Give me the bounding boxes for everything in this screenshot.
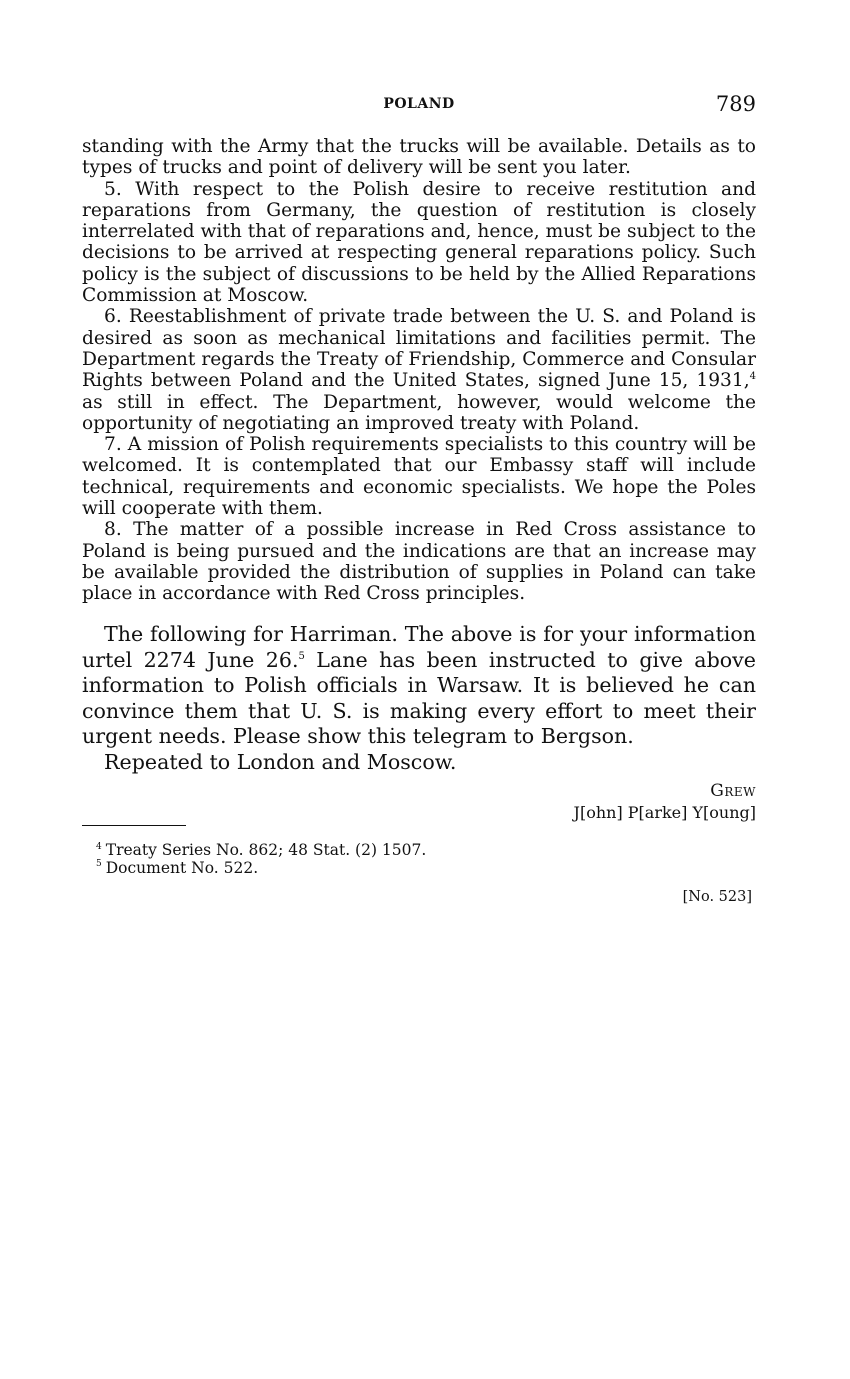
running-title: POLAND <box>383 96 455 112</box>
footnote-text: Treaty Series No. 862; 48 Stat. (2) 1507. <box>105 841 427 859</box>
document-number: [No. 523] <box>682 889 752 905</box>
footnotes <box>96 842 426 877</box>
harriman-text-b: Lane has been instructed to give above information to Polish officials in Warsaw. It is believed he can convince them that U. S. is making every effort to meet their urgent needs. Please show this telegram to Bergson. <box>82 647 756 749</box>
telegram-body <box>82 136 756 605</box>
item-6-text-b: as still in effect. The Department, however, would welcome the opportunity of negotiating an improved treaty with Poland. <box>82 391 756 434</box>
footnote-divider <box>82 825 186 826</box>
signature-initials: J[ohn] P[arke] Y[oung] <box>573 803 756 822</box>
item-6-paragraph <box>82 306 756 434</box>
item-5-paragraph: 5. With respect to the Polish desire to receive restitution and reparations from Germany, the question of restitution is closely interrelated with that of reparations and, hence, must be subject to the decisions to be arrived at respecting general reparations policy. Such policy is the subject of discussions to be held by the Allied Reparations Commission at Moscow. <box>82 178 756 307</box>
footnote-text: Document No. 522. <box>105 858 259 877</box>
harriman-paragraph <box>82 622 756 750</box>
page-number: 789 <box>715 92 756 116</box>
repeated-paragraph: Repeated to London and Moscow. <box>104 749 457 774</box>
continuation-paragraph: standing with the Army that the trucks will be available. Details as to types of trucks and point of delivery will be sent you later. <box>82 136 756 179</box>
closing-body <box>82 622 756 776</box>
signature-name: Grew <box>710 781 756 801</box>
harriman-text-a: The following for Harriman. The above is for your information urtel 2274 June 26. <box>82 622 756 672</box>
footnote-mark: 5 <box>96 859 102 870</box>
footnote-mark: 4 <box>96 841 102 852</box>
footnote-reference-4: 4 <box>749 371 756 383</box>
footnote-4 <box>96 842 426 860</box>
footnote-5 <box>96 860 426 878</box>
footnote-reference-5: 5 <box>298 650 305 662</box>
item-8-paragraph: 8. The matter of a possible increase in Red Cross assistance to Poland is being pursued and the indications are that an increase may be available provided the distribution of supplies in Poland can take place in accordance with Red Cross principles. <box>82 519 756 605</box>
running-head <box>82 92 756 118</box>
signature-block <box>574 780 756 824</box>
item-7-paragraph: 7. A mission of Polish requirements specialists to this country will be welcomed. It is contemplated that our Embassy staff will include technical, requirements and economic specialists. We hope the Poles will cooperate with them. <box>82 434 756 520</box>
item-6-text-a: 6. Reestablishment of private trade between the U. S. and Poland is desired as soon as mechanical limitations and facilities permit. The Department regards the Treaty of Friendship, Commerce and Consular Rights between Poland and the United States, signed June 15, 1931, <box>82 306 756 392</box>
